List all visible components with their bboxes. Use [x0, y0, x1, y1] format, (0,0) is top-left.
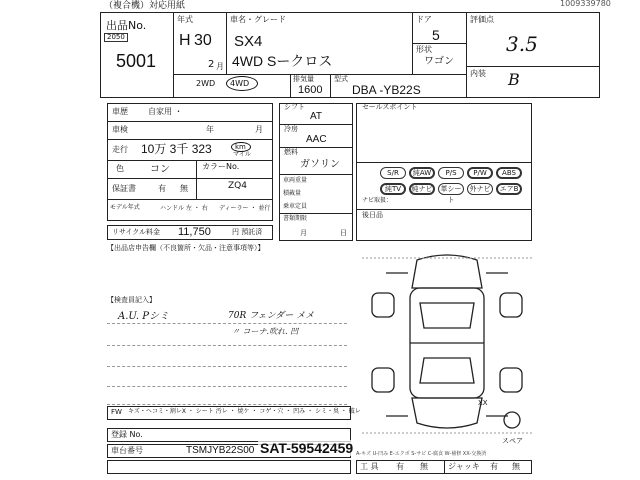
top-serial: 1009339780 — [560, 0, 611, 8]
jack-yes: 有 — [490, 462, 498, 471]
tools-label: 工 具 — [360, 462, 379, 471]
equipment-option: S/R — [380, 167, 406, 179]
equipment-option: 革シート — [438, 183, 464, 195]
equipment-option: 純TV — [380, 183, 406, 195]
handle-label: ハンドル 左 ・ 右 — [160, 205, 208, 212]
inspection-label: 車検 — [112, 125, 128, 134]
diagram-mark: XX — [478, 399, 488, 407]
recycle-unit: 円 預託済 — [232, 228, 263, 236]
notes-header: 【出品店申告欄（不良箇所・欠品・注意事項等）】 — [107, 244, 265, 252]
mileage-value: 10万 3千 323 — [141, 142, 212, 156]
score-label: 評価点 — [470, 15, 494, 24]
equipment-option: エアB — [496, 183, 522, 195]
warranty-label: 保証書 — [112, 184, 136, 193]
equipment-option: P/S — [438, 167, 464, 179]
drive-2wd: 2WD — [196, 79, 216, 88]
color-value: コン — [150, 164, 170, 175]
fuel-value: ガソリン — [300, 159, 340, 170]
interior-label: 内装 — [470, 69, 486, 78]
interior-value: B — [508, 70, 520, 89]
tools-yes: 有 — [396, 462, 404, 471]
grade: 4WD Sークロス — [232, 53, 333, 69]
inspection-month: 月 — [255, 125, 263, 134]
dealer-label: ディーラー ・ 並行 — [219, 205, 271, 212]
shape-label: 形状 — [416, 45, 432, 54]
equipment-option: P/W — [467, 167, 493, 179]
inspector-note-2: 70R フェンダー メメ — [228, 311, 315, 321]
exhibit-small: 2050 — [104, 33, 128, 42]
shift-label: シフト — [284, 103, 305, 111]
vehicle-type-label: 車歴 — [112, 107, 128, 116]
shape-value: ワゴン — [424, 56, 454, 67]
color-code: ZQ4 — [228, 181, 247, 191]
doors-label: ドア — [416, 15, 432, 24]
tools-no: 無 — [420, 462, 428, 471]
chassis-value: TSMJYB22S00 — [186, 445, 255, 456]
warranty-yes: 有 — [158, 184, 166, 193]
car-diagram — [362, 248, 532, 438]
mileage-unit-km: km — [235, 143, 246, 151]
inspector-note-1: A.U. Pシミ — [118, 311, 169, 322]
equipment-option: 純ナビ — [409, 183, 435, 195]
sheet-title: （複合機）対応用紙 — [104, 1, 186, 11]
equipment-option: ABS — [496, 167, 522, 179]
sales-point-label: セールスポイント — [362, 103, 418, 111]
drive-4wd: 4WD — [230, 79, 250, 88]
fw-label: FW — [111, 408, 122, 416]
ac-value: AAC — [306, 134, 327, 145]
spare-label: スペア — [502, 437, 523, 445]
warranty-no: 無 — [180, 184, 188, 193]
exhibit-number: 5001 — [116, 51, 157, 71]
displacement-label: 排気量 — [293, 75, 314, 83]
post-label: 後日品 — [362, 211, 383, 219]
year-label: 年式 — [177, 15, 193, 24]
month-unit: 月 — [216, 62, 224, 71]
type-value: DBA -YB22S — [352, 83, 421, 97]
reg-day: 日 — [340, 229, 347, 237]
score-value: 3.5 — [506, 32, 538, 56]
recycle-value: 11,750 — [178, 226, 211, 238]
reg-month: 月 — [300, 229, 307, 237]
fw-items: キズ・ヘコミ・割レX ・ シート 汚レ ・ 焼ケ ・ コゲ・穴 ・ 凹み ・ シミ・臭 ・ 破レ — [128, 408, 361, 415]
ac-label: 冷房 — [284, 125, 298, 133]
doors-value: 5 — [432, 27, 440, 43]
inspector-note-3: 〃 コーナ.吹れ. 凹 — [232, 327, 299, 336]
capacity-label: 乗車定員 — [283, 203, 308, 210]
month-value: 2 — [208, 59, 215, 70]
reg-label: 書類期限 — [283, 215, 308, 222]
year-era: H — [179, 32, 191, 49]
displacement-value: 1600 — [298, 84, 323, 96]
model-year-label: モデル年式 — [110, 204, 140, 211]
jack-no: 無 — [512, 462, 520, 471]
inspector-header: 【検査員記入】 — [107, 296, 156, 304]
mileage-unit-mile: マイル — [233, 151, 251, 158]
fuel-label: 燃料 — [284, 148, 298, 156]
chassis-label: 車台番号 — [111, 446, 143, 455]
weight-label: 車両重量 — [283, 177, 308, 184]
watermark: SAT-59542459 — [260, 440, 354, 456]
equipment-option: 外ナビ — [467, 183, 493, 195]
mileage-label: 走行 — [112, 145, 128, 154]
bottom-blank-row — [107, 460, 351, 474]
exhibit-label: 出品No. — [106, 19, 147, 32]
vehicle-use: 自家用 ・ — [148, 107, 183, 116]
equipment-option: 純AW — [409, 167, 435, 179]
jack-label: ジャッキ — [448, 462, 480, 471]
navi-label: ナビ取扱： — [362, 197, 393, 204]
model-label: 車名・グレード — [230, 15, 286, 24]
recycle-label: リサイクル料金 — [112, 228, 161, 236]
reg-no-label: 登録 No. — [111, 430, 143, 439]
model-name: SX4 — [234, 33, 263, 50]
legend: A-キズ U-凹み E-エクボ S-サビ C-腐食 W-補修 XX-交換済 — [356, 451, 487, 457]
load-label: 積載量 — [283, 190, 302, 197]
shift-value: AT — [310, 111, 323, 122]
type-label: 型式 — [334, 75, 348, 83]
color-label: 色 — [116, 164, 124, 173]
year-value: 30 — [194, 32, 212, 49]
color-change: カラーNo. — [202, 162, 240, 171]
inspection-year: 年 — [206, 125, 214, 134]
